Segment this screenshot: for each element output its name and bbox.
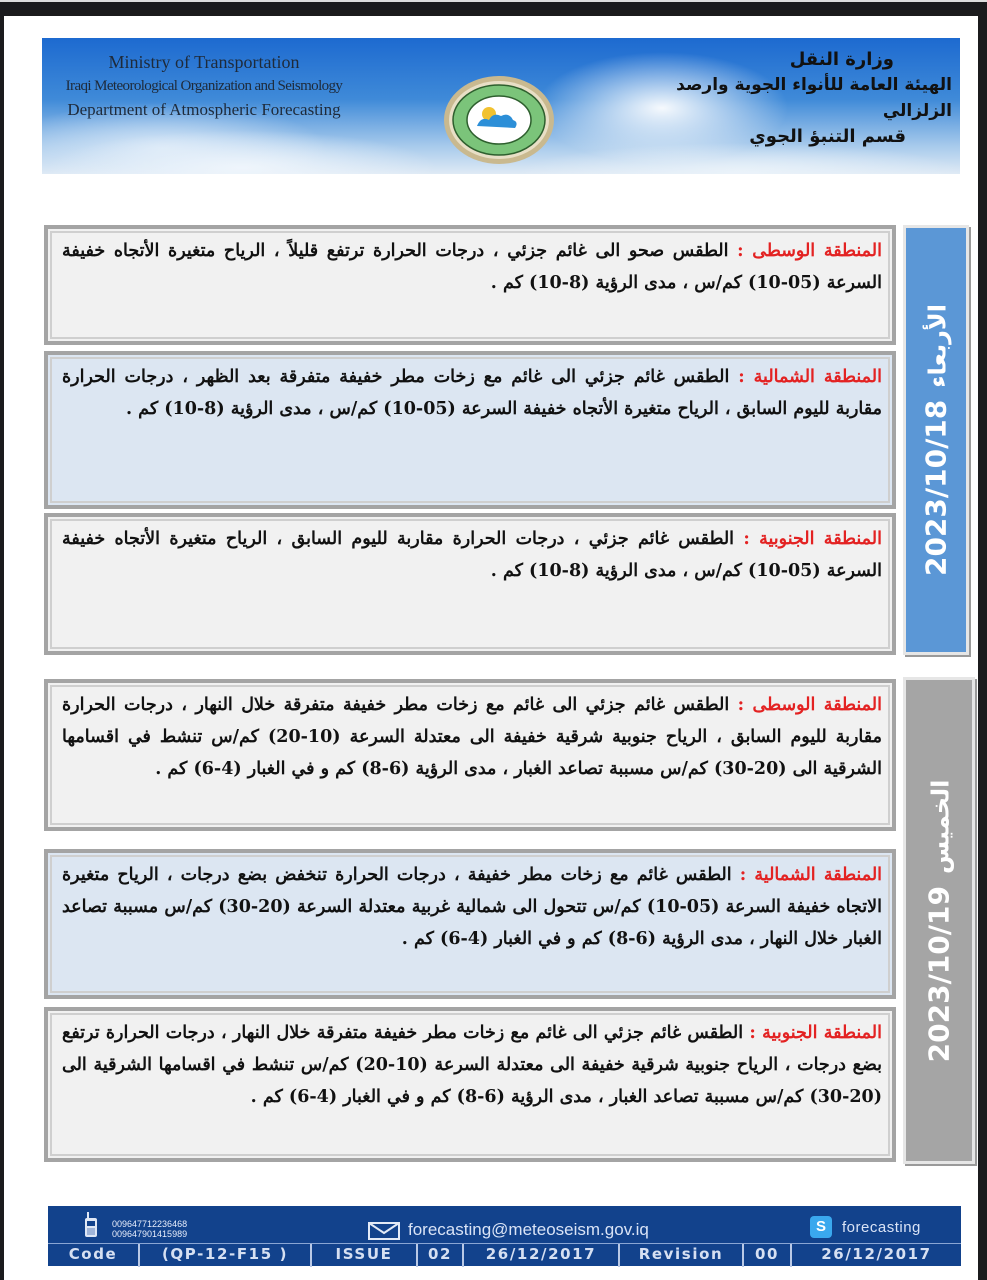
issue-label: ISSUE — [312, 1244, 418, 1267]
forecast-box-day2-south — [44, 1007, 896, 1162]
region-name: المنطقة الجنوبية : — [749, 1023, 882, 1043]
code-value: (QP-12-F15 ) — [140, 1244, 312, 1267]
forecast-text — [62, 859, 882, 955]
department-en: Department of Atmospheric Forecasting — [67, 100, 341, 119]
skype-icon: S — [810, 1216, 832, 1238]
revision-date: 26/12/2017 — [821, 1245, 932, 1263]
mail-icon — [368, 1222, 400, 1240]
forecast-description: الطقس غائم جزئي الى غائم مع زخات مطر خفيفة متفرقة خلال النهار ، درجات الحرارة مقاربة لليوم السابق ، الرياح جنوبية شرقية خفيفة الى معتدلة السرعة (10-20) كم/س تنشط في اقسامها الشرقية الى (20-30) كم/س مسببة تصاعد الغبار ، مدى الرؤية (6-8) كم و في الغبار (4-6) كم . — [62, 695, 882, 779]
email-link[interactable]: forecasting@meteoseism.gov.iq — [408, 1220, 649, 1239]
contact-row — [48, 1206, 961, 1242]
issue-value: 02 — [418, 1244, 464, 1267]
date-value: 2023/10/18 — [919, 399, 953, 577]
forecast-description: الطقس غائم جزئي الى غائم مع زخات مطر خفيفة متفرقة خلال النهار ، درجات الحرارة ترتفع بضع درجات ، الرياح جنوبية شرقية خفيفة الى معتدلة السرعة (10-20) كم/س تنشط في اقسامها الشرقية الى (20-30) كم/س مسببة تصاعد الغبار ، مدى الرؤية (6-8) كم و في الغبار (4-6) كم . — [62, 1023, 882, 1107]
forecast-box-day1-south — [44, 513, 896, 655]
revision-value: 00 — [744, 1244, 792, 1267]
header-arabic — [652, 48, 952, 150]
forecast-text — [62, 1017, 882, 1113]
region-name: المنطقة الوسطى : — [737, 695, 882, 715]
date-label — [923, 779, 956, 1062]
document-control-row — [48, 1243, 961, 1267]
forecast-text — [62, 523, 882, 587]
forecast-box-day1-central — [44, 225, 896, 345]
ministry-en: Ministry of Transportation — [108, 52, 300, 72]
phone-number[interactable]: 009647901415989 — [112, 1229, 188, 1239]
forecast-box-day1-north — [44, 351, 896, 509]
day-name: الأربعاء — [923, 303, 952, 388]
ministry-ar: وزارة النقل — [789, 49, 894, 70]
date-label — [920, 304, 953, 576]
date-value: 2023/10/19 — [922, 885, 956, 1062]
issue-date: 26/12/2017 — [464, 1244, 620, 1267]
footer — [48, 1206, 961, 1266]
forecast-description: الطقس غائم مع زخات مطر خفيفة ، درجات الحرارة تنخفض بضع درجات ، الرياح متغيرة الاتجاه خفيفة السرعة (05-10) كم/س تتحول الى شمالية غربية معتدلة السرعة (20-30) كم/س مسببة تصاعد الغبار خلال النهار ، مدى الرؤية (6-8) كم و في الغبار (4-6) كم . — [62, 865, 882, 949]
date-bar-wednesday — [903, 225, 969, 655]
region-name: المنطقة الشمالية : — [739, 865, 883, 885]
forecast-text — [62, 235, 882, 299]
forecast-text — [62, 689, 882, 785]
forecast-description: الطقس صحو الى غائم جزئي ، درجات الحرارة ترتفع قليلاً ، الرياح متغيرة الأتجاه خفيفة السرعة (05-10) كم/س ، مدى الرؤية (8-10) كم . — [62, 241, 882, 293]
phone-numbers — [112, 1219, 187, 1239]
revision-label: Revision — [620, 1244, 744, 1267]
forecast-text — [62, 361, 882, 425]
organization-ar: الهيئة العامة للأنواء الجوية وارصد الزلزالي — [676, 75, 952, 121]
forecast-box-day2-north — [44, 849, 896, 999]
code-label: Code — [48, 1244, 140, 1267]
phone-number[interactable]: 009647712236468 — [112, 1219, 188, 1229]
phone-icon — [84, 1212, 98, 1238]
forecast-description: الطقس غائم جزئي الى غائم مع زخات مطر خفيفة متفرقة بعد الظهر ، درجات الحرارة مقاربة لليوم السابق ، الرياح متغيرة الأتجاه خفيفة السرعة (05-10) كم/س ، مدى الرؤية (8-10) كم . — [62, 367, 882, 419]
header-english — [54, 50, 354, 122]
forecast-document — [4, 16, 978, 1280]
date-bar-thursday — [903, 677, 975, 1164]
region-name: المنطقة الجنوبية : — [743, 529, 882, 549]
forecast-box-day2-central — [44, 679, 896, 831]
department-ar: قسم التنبؤ الجوي — [749, 126, 906, 147]
organization-en: Iraqi Meteorological Organization and Seismology — [65, 78, 343, 94]
top-edge — [0, 0, 987, 2]
header-banner — [42, 38, 960, 174]
region-name: المنطقة الوسطى : — [737, 241, 882, 261]
region-name: المنطقة الشمالية : — [738, 367, 882, 387]
forecast-description: الطقس غائم جزئي ، درجات الحرارة مقاربة لليوم السابق ، الرياح متغيرة الأتجاه خفيفة السرعة (05-10) كم/س ، مدى الرؤية (8-10) كم . — [62, 529, 882, 581]
day-name: الخميس — [926, 779, 955, 874]
skype-handle[interactable]: forecasting — [842, 1219, 921, 1236]
meteorological-organization-seal-icon — [442, 74, 556, 166]
